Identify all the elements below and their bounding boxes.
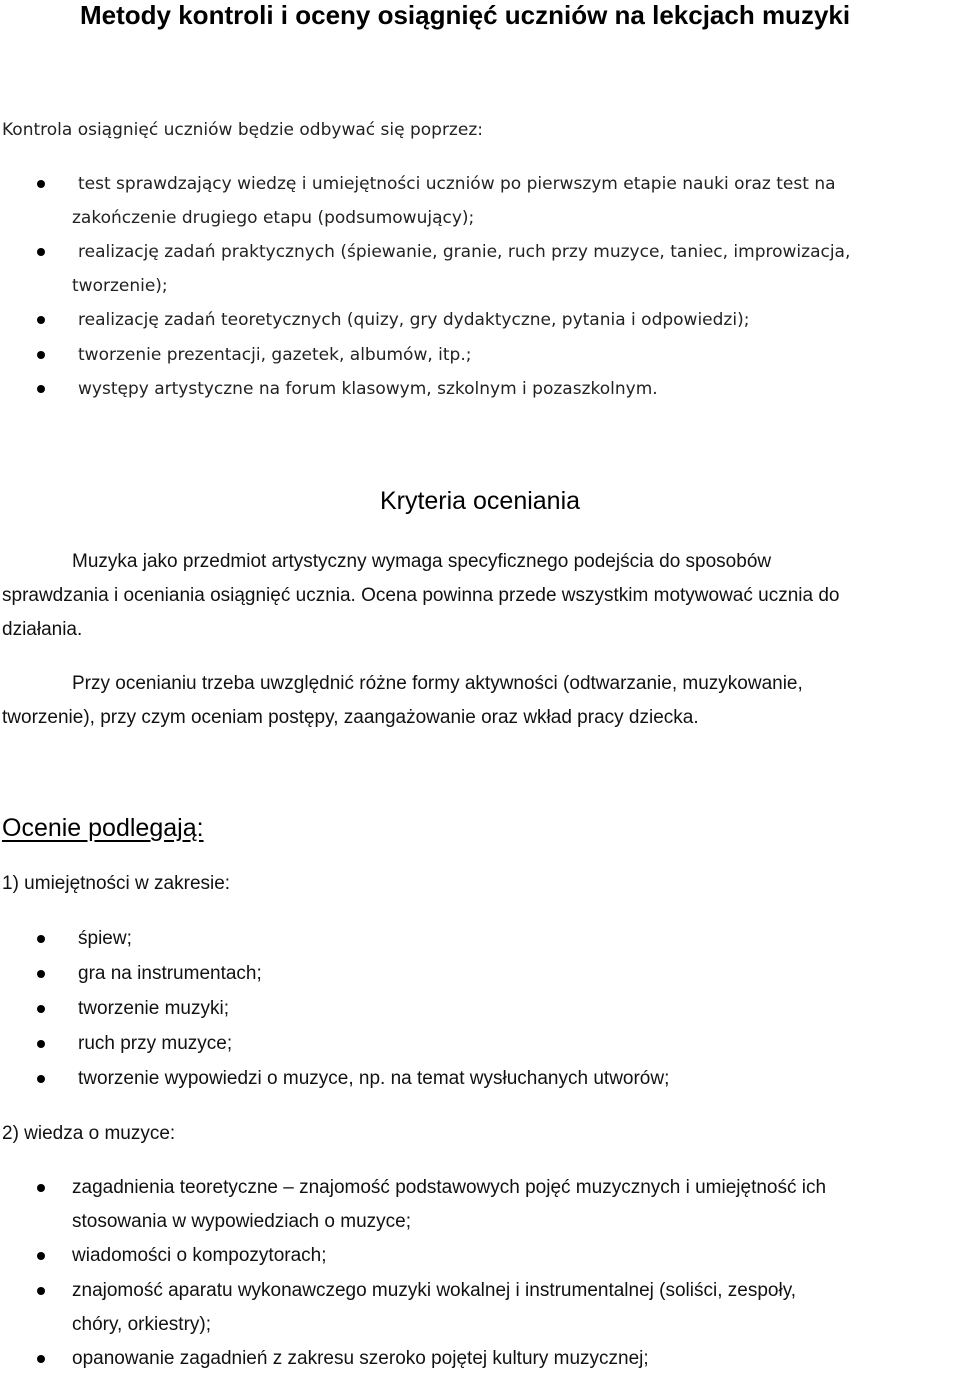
list-item: tworzenie wypowiedzi o muzyce, np. na temat wysłuchanych utworów; [78,1068,670,1089]
bullet-icon [37,1075,45,1083]
criteria-heading: Kryteria oceniania [379,487,581,515]
criteria-paragraph-2-line-2: tworzenie), przy czym oceniam postępy, zaangażowanie oraz wkład pracy dziecka. [2,707,699,728]
knowledge-label: 2) wiedza o muzyce: [2,1123,176,1144]
list-item: występy artystyczne na forum klasowym, szkolnym i pozaszkolnym. [78,379,658,399]
bullet-icon [37,248,45,256]
skills-label: 1) umiejętności w zakresie: [2,873,231,894]
list-item: realizację zadań praktycznych (śpiewanie, granie, ruch przy muzyce, taniec, improwizacja, [78,242,851,262]
bullet-icon [37,1355,45,1363]
list-item: opanowanie zagadnień z zakresu szeroko pojętej kultury muzycznej; [72,1348,649,1369]
criteria-paragraph-1-line-2: sprawdzania i oceniania osiągnięć ucznia. Ocena powinna przede wszystkim motywować ucznia do [2,585,840,606]
list-item: tworzenie muzyki; [78,998,229,1019]
assessed-heading: Ocenie podlegają: [2,814,204,842]
list-item: tworzenie prezentacji, gazetek, albumów, itp.; [78,345,472,365]
bullet-icon [37,935,45,943]
bullet-icon [37,316,45,324]
list-item-continuation: zakończenie drugiego etapu (podsumowujący); [72,208,475,228]
list-item-continuation: chóry, orkiestry); [72,1314,212,1335]
list-item: znajomość aparatu wykonawczego muzyki wokalnej i instrumentalnej (soliści, zespoły, [72,1280,797,1301]
bullet-icon [37,970,45,978]
list-item: śpiew; [78,928,132,949]
intro-text: Kontrola osiągnięć uczniów będzie odbywać się poprzez: [2,120,483,140]
document-title: Metody kontroli i oceny osiągnięć uczniów na lekcjach muzyki [80,0,851,30]
bullet-icon [37,351,45,359]
criteria-paragraph-1-line-1: Muzyka jako przedmiot artystyczny wymaga specyficznego podejścia do sposobów [72,551,772,572]
list-item: wiadomości o kompozytorach; [72,1245,327,1266]
list-item: ruch przy muzyce; [78,1033,233,1054]
bullet-icon [37,1287,45,1295]
bullet-icon [37,1005,45,1013]
list-item: realizację zadań teoretycznych (quizy, gry dydaktyczne, pytania i odpowiedzi); [78,310,750,330]
bullet-icon [37,1252,45,1260]
criteria-paragraph-1-line-3: działania. [2,619,83,640]
list-item-continuation: stosowania w wypowiedziach o muzyce; [72,1211,411,1232]
bullet-icon [37,385,45,393]
bullet-icon [37,1184,45,1192]
criteria-paragraph-2-line-1: Przy ocenianiu trzeba uwzględnić różne formy aktywności (odtwarzanie, muzykowanie, [72,673,803,694]
list-item-continuation: tworzenie); [72,276,168,296]
list-item: test sprawdzający wiedzę i umiejętności uczniów po pierwszym etapie nauki oraz test na [78,174,836,194]
list-item: zagadnienia teoretyczne – znajomość podstawowych pojęć muzycznych i umiejętność ich [72,1177,827,1198]
bullet-icon [37,1040,45,1048]
bullet-icon [37,180,45,188]
list-item: gra na instrumentach; [78,963,262,984]
